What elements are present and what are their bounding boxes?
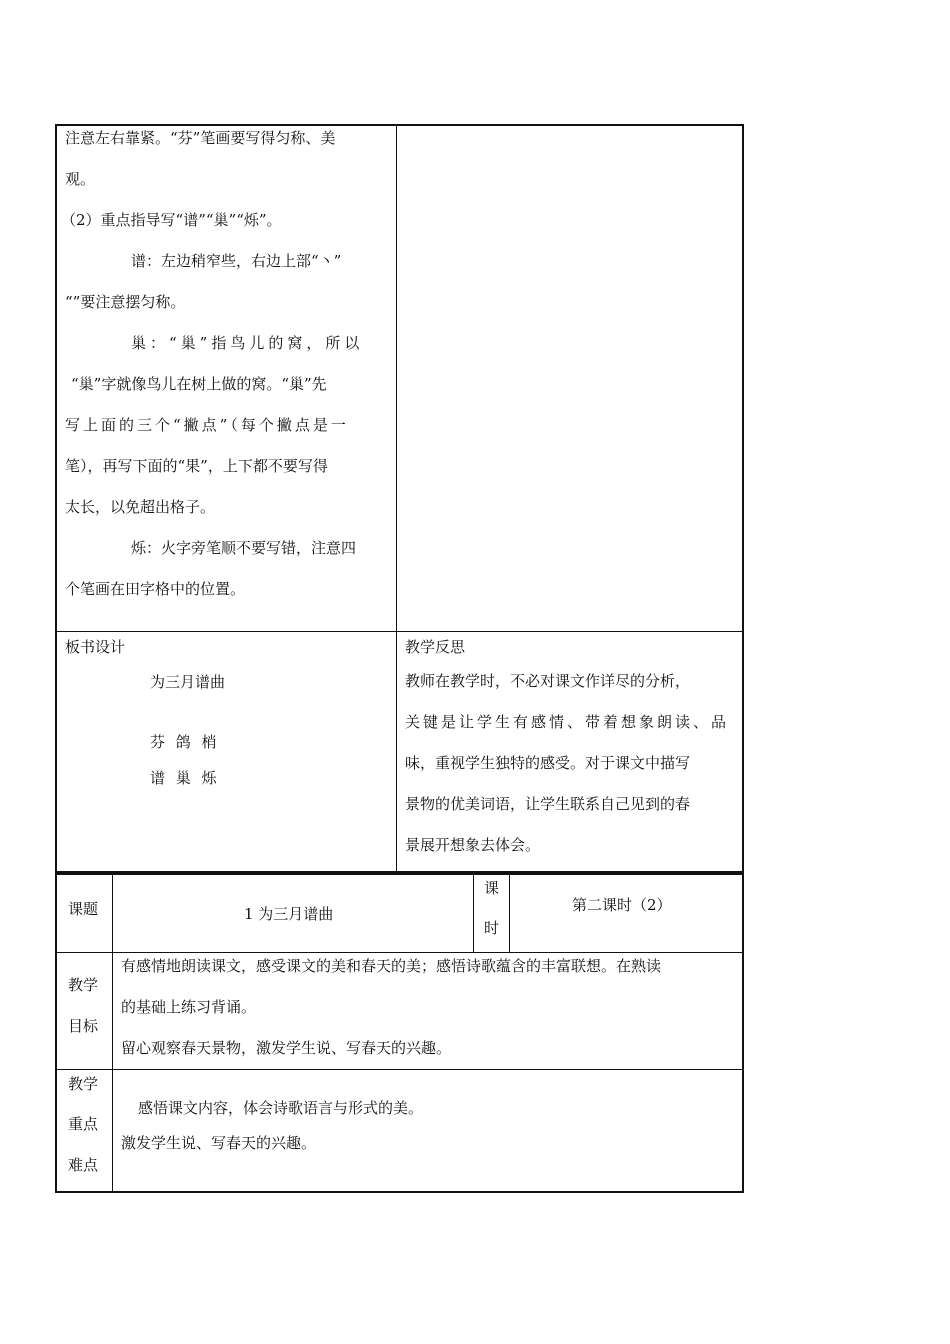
lesson2-period-divider-right — [509, 873, 510, 953]
key-line-1: 感悟课文内容，体会诗歌语言与形式的美。 — [138, 1099, 424, 1117]
goals-line: 留心观察春天景物，激发学生说、写春天的兴趣。 — [121, 1039, 452, 1057]
goals-line: 有感情地朗读课文，感受课文的美和春天的美；感悟诗歌蕴含的丰富联想。在熟读 — [121, 957, 662, 975]
procedure-line: （2）重点指导写“谱”“巢”“烁”。 — [61, 211, 282, 229]
board-design-heading: 板书设计 — [65, 638, 126, 656]
lesson2-period-divider-left — [473, 873, 474, 953]
key-label-3: 难点 — [68, 1156, 99, 1174]
reflection-line: 味，重视学生独特的感受。对于课文中描写 — [405, 754, 691, 772]
procedure-line: “巢”字就像鸟儿在树上做的窝。“巢”先 — [71, 375, 327, 393]
reflection-line: 教师在教学时，不必对课文作详尽的分析， — [405, 672, 691, 690]
goals-label-2: 目标 — [68, 1017, 99, 1035]
lesson2-border-top — [55, 873, 744, 875]
lesson2-border-left — [55, 873, 57, 1193]
procedure-line: 观。 — [65, 170, 96, 188]
table-border-right — [742, 124, 744, 873]
table-divider-board — [55, 631, 744, 632]
lesson2-border-bottom — [55, 1191, 744, 1193]
procedure-line: 写上面的三个“撇点”（每个撇点是一 — [65, 416, 349, 434]
goals-line: 的基础上练习背诵。 — [121, 998, 257, 1016]
table-column-divider — [396, 124, 397, 873]
lesson2-label-divider — [112, 873, 113, 1193]
topic-value: 1 为三月谱曲 — [244, 905, 334, 923]
reflection-text — [405, 661, 740, 866]
procedure-line: 笔），再写下面的“果”，上下都不要写得 — [65, 457, 328, 475]
reflection-line: 景展开想象去体会。 — [405, 836, 541, 854]
procedure-line: “”要注意摆匀称。 — [65, 293, 186, 311]
board-design-row-2: 谱 巢 烁 — [150, 769, 220, 787]
reflection-line: 关键是让学生有感情、带着想象朗读、品 — [405, 713, 730, 731]
procedure-line: 个笔画在田字格中的位置。 — [65, 580, 246, 598]
procedure-line: 烁：火字旁笔顺不要写错，注意四 — [131, 539, 357, 557]
goals-text — [121, 946, 741, 1069]
key-line-2: 激发学生说、写春天的兴趣。 — [121, 1134, 317, 1152]
key-label-2: 重点 — [68, 1115, 99, 1133]
reflection-heading: 教学反思 — [405, 638, 466, 656]
procedure-line: 太长，以免超出格子。 — [65, 498, 216, 516]
topic-label: 课题 — [68, 900, 99, 918]
table-border-left — [55, 124, 57, 873]
lesson2-divider-key — [55, 1069, 744, 1070]
procedure-line: 谱：左边稍窄些，右边上部“丶” — [131, 252, 342, 270]
period-value: 第二课时（2） — [572, 896, 672, 914]
procedure-line: 注意左右靠紧。“芬”笔画要写得匀称、美 — [65, 129, 336, 147]
board-design-row-1: 芬 鸽 梢 — [150, 733, 220, 751]
reflection-line: 景物的优美词语，让学生联系自己见到的春 — [405, 795, 691, 813]
goals-label-1: 教学 — [68, 976, 99, 994]
board-design-title: 为三月谱曲 — [150, 673, 226, 691]
period-label-2: 时 — [484, 919, 500, 937]
key-label-1: 教学 — [68, 1075, 99, 1093]
lesson1-procedure-text — [61, 118, 390, 610]
procedure-line: 巢：“巢”指鸟儿的窝，所以 — [131, 334, 364, 352]
lesson2-border-right — [742, 873, 744, 1193]
period-label-1: 课 — [484, 879, 500, 897]
